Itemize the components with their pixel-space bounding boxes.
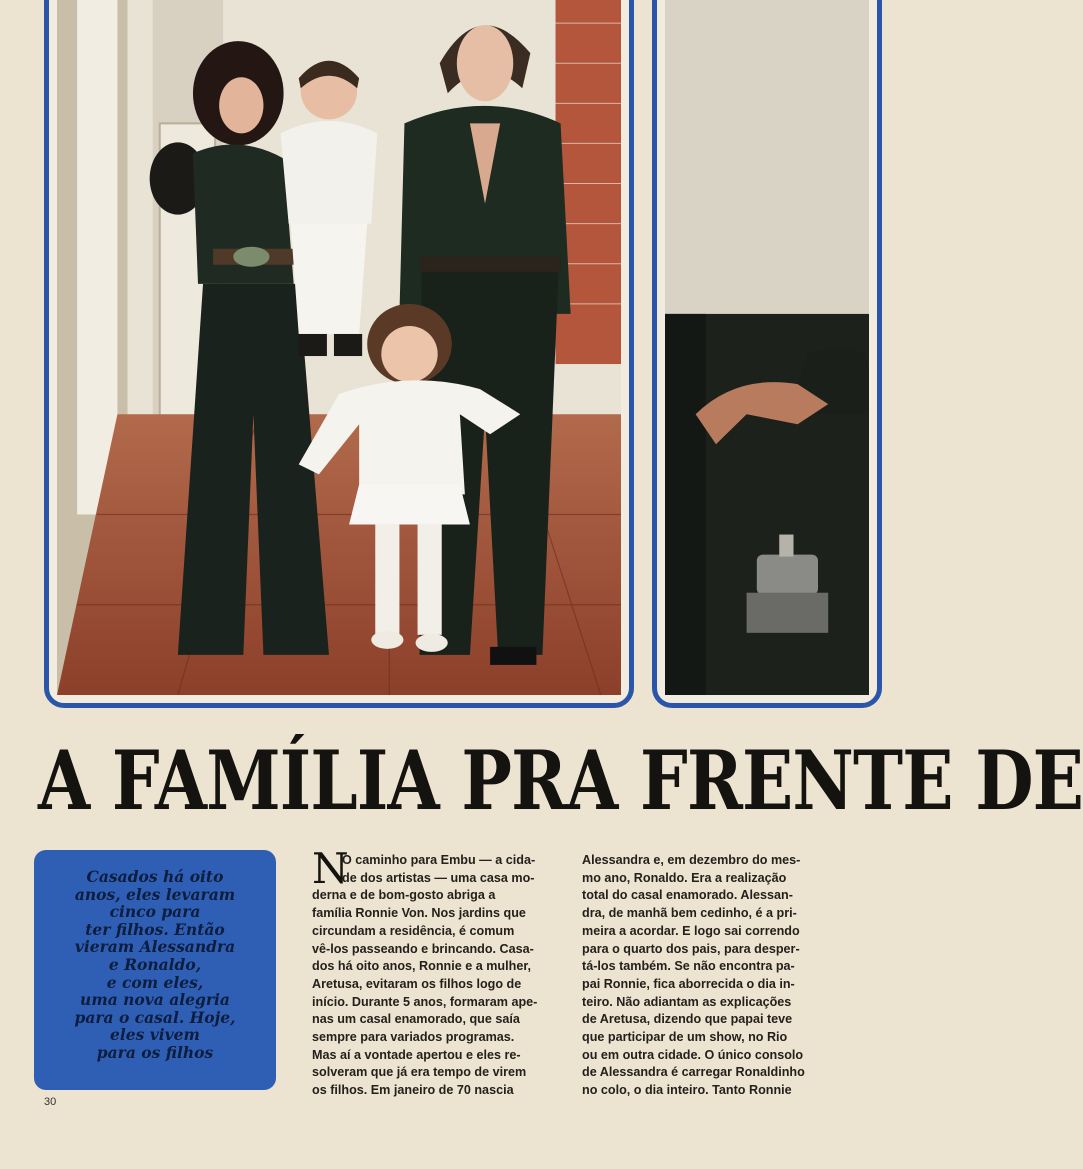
body-line: Mas aí a vontade apertou e eles re- — [312, 1047, 521, 1062]
body-line: vê-los passeando e brincando. Casa- — [312, 941, 534, 956]
body-line: nas um casal enamorado, que saía — [312, 1012, 520, 1027]
body-line: de Aretusa, dizendo que papai teve — [582, 1012, 793, 1027]
body-line: família Ronnie Von. Nos jardins que — [312, 906, 526, 921]
main-photo-frame — [44, 0, 634, 708]
body-line: teiro. Não adiantam as explicações — [582, 994, 792, 1009]
intro-line: e Ronaldo, — [108, 954, 202, 974]
body-line: início. Durante 5 anos, formaram ape- — [312, 994, 538, 1009]
body-line: dos há oito anos, Ronnie e a mulher, — [312, 959, 532, 974]
body-line: derna e de bom-gosto abriga a — [312, 888, 496, 903]
intro-line: e com eles, — [106, 972, 204, 992]
intro-line: eles vivem — [110, 1025, 200, 1045]
intro-box — [34, 850, 276, 1090]
body-line: para o quarto dos pais, para desper- — [582, 941, 800, 956]
body-line: sempre para variados programas. — [312, 1030, 515, 1045]
intro-line: anos, eles levaram — [74, 884, 236, 904]
body-line: total do casal enamorado. Alessan- — [582, 888, 793, 903]
intro-line: vieram Alessandra — [74, 937, 236, 957]
intro-line: para o casal. Hoje, — [74, 1007, 236, 1027]
body-line: meira a acordar. E logo sai correndo — [582, 923, 800, 938]
intro-line: para os filhos — [96, 1042, 214, 1062]
side-photo-frame — [652, 0, 882, 708]
body-column-1 — [312, 844, 562, 1100]
side-photo — [665, 0, 869, 695]
headline: A FAMÍLIA PRA FRENTE DE — [38, 734, 1083, 829]
drop-cap: N — [312, 844, 349, 893]
body-line: pai Ronnie, fica aborrecida o dia in- — [582, 976, 795, 991]
family-photo — [57, 0, 621, 695]
body-line: mo ano, Ronaldo. Era a realização — [582, 870, 787, 885]
body-line: de dos artistas — uma casa mo- — [342, 870, 535, 885]
intro-line: ter filhos. Então — [85, 919, 225, 939]
body-line: solveram que já era tempo de virem — [312, 1065, 527, 1080]
body-line: tá-los também. Se não encontra pa- — [582, 959, 795, 974]
intro-line: Casados há oito — [86, 867, 224, 886]
body-line: ou em outra cidade. O único consolo — [582, 1047, 804, 1062]
body-line: os filhos. Em janeiro de 70 nascia — [312, 1083, 514, 1098]
page-number: 30 — [44, 1096, 57, 1108]
body-line: O caminho para Embu — a cida- — [342, 853, 536, 867]
body-line: de Alessandra é carregar Ronaldinho — [582, 1065, 805, 1080]
body-line: Aretusa, evitaram os filhos logo de — [312, 976, 522, 991]
intro-line: uma nova alegria — [80, 990, 230, 1010]
body-line: circundam a residência, é comum — [312, 923, 515, 938]
body-line: dra, de manhã bem cedinho, é a pri- — [582, 906, 797, 921]
body-column-2 — [582, 852, 834, 1100]
body-line: Alessandra e, em dezembro do mes- — [582, 853, 801, 867]
intro-line: cinco para — [109, 902, 201, 922]
body-line: que participar de um show, no Rio — [582, 1030, 788, 1045]
body-line: no colo, o dia inteiro. Tanto Ronnie — [582, 1083, 792, 1098]
